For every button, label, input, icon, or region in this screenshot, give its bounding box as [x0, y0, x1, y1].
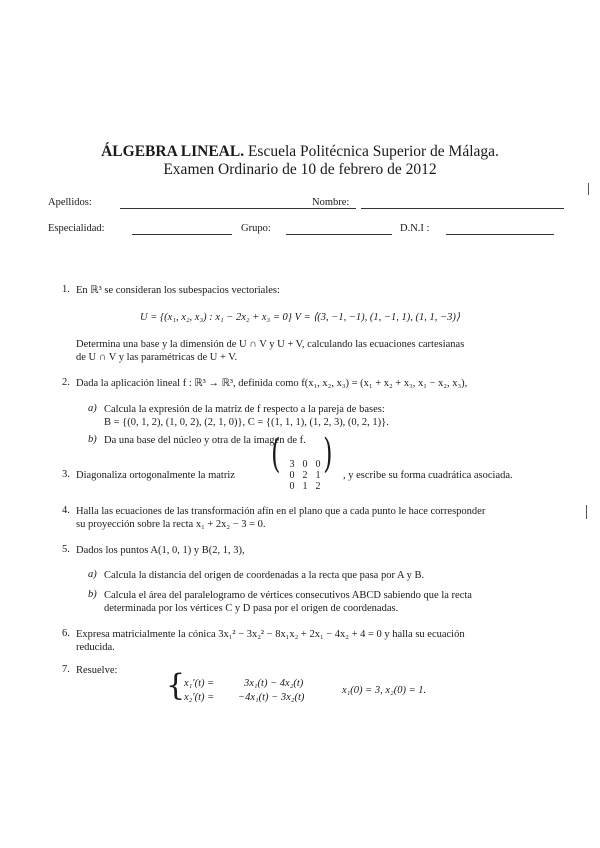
matrix-row	[286, 481, 324, 492]
matrix-cell: 0	[302, 459, 308, 470]
p7-eq2-rhs: −4x₁(t) − 3x₂(t)	[238, 692, 305, 703]
especialidad-line[interactable]	[132, 234, 232, 235]
title-bold: ÁLGEBRA LINEAL.	[101, 143, 245, 160]
matrix-cell: 3	[289, 459, 295, 470]
p6-line2: reducida.	[76, 642, 115, 653]
matrix-cell: 2	[315, 481, 321, 492]
p1-number: 1.	[62, 284, 70, 295]
p2-b-label: b)	[88, 434, 97, 445]
p6-line1: Expresa matricialmente la cónica 3x₁² − 3x₂² − 8x₁x₂ + 2x₁ − 4x₂ + 4 = 0 y halla su ecuación	[76, 629, 465, 640]
scan-mark-bottom	[586, 505, 587, 519]
p2-a-label: a)	[88, 403, 97, 414]
p2-number: 2.	[62, 377, 70, 388]
matrix-row	[286, 459, 324, 470]
system-brace: {	[166, 668, 186, 703]
p3-number: 3.	[62, 469, 70, 480]
matrix-cell: 0	[315, 459, 321, 470]
matrix-cell: 1	[302, 481, 308, 492]
p1-line3: de U ∩ V y las paramétricas de U + V.	[76, 352, 238, 363]
p6-number: 6.	[62, 628, 70, 639]
p5-b-line1: Calcula el área del paralelogramo de vértices consecutivos ABCD sabiendo que la recta	[104, 590, 472, 601]
label-grupo: Grupo:	[241, 223, 271, 234]
p5-a-label: a)	[88, 569, 97, 580]
p4-number: 4.	[62, 505, 70, 516]
p7-init: x₁(0) = 3, x₂(0) = 1.	[342, 685, 427, 696]
exam-title	[0, 143, 600, 161]
apellidos-line[interactable]	[120, 208, 356, 209]
matrix-cell: 2	[302, 470, 308, 481]
p2-line1: Dada la aplicación lineal f : ℝ³ → ℝ³, definida como f(x₁, x₂, x₃) = (x₁ + x₂ + x₃, x₁ − x₂, x₃),	[76, 378, 468, 389]
right-paren: )	[323, 431, 333, 477]
scan-mark-top	[588, 183, 589, 195]
label-apellidos: Apellidos:	[48, 197, 92, 208]
p2-a-line1: Calcula la expresión de la matriz de f respecto a la pareja de bases:	[104, 404, 385, 415]
title-rest: Escuela Politécnica Superior de Málaga.	[247, 143, 499, 160]
label-especialidad: Especialidad:	[48, 223, 105, 234]
p5-line1: Dados los puntos A(1, 0, 1) y B(2, 1, 3),	[76, 545, 245, 556]
p3-matrix	[271, 431, 338, 494]
label-dni: D.N.I :	[400, 223, 430, 234]
p2-b-line1: Da una base del núcleo y otra de la imagen de f.	[104, 435, 306, 446]
p5-b-line2: determinada por los vértices C y D pasa por el origen de coordenadas.	[104, 603, 399, 614]
p4-line1: Halla las ecuaciones de las transformación afín en el plano que a cada punto le hace corresponder	[76, 506, 486, 517]
p3-after: , y escribe su forma cuadrática asociada.	[343, 470, 513, 481]
p1-line2: Determina una base y la dimensión de U ∩ V y U + V, calculando las ecuaciones cartesianas	[76, 339, 465, 350]
p5-b-label: b)	[88, 589, 97, 600]
p7-line1: Resuelve:	[76, 665, 118, 676]
p1-formula: U = {(x₁, x₂, x₃) : x₁ − 2x₂ + x₃ = 0} V = ⟨(3, −1, −1), (1, −1, 1), (1, 1, −3)⟩	[140, 312, 460, 323]
matrix-cell: 0	[289, 470, 295, 481]
p4-line2: su proyección sobre la recta x₁ + 2x₂ − 3 = 0.	[76, 519, 266, 530]
p7-eq1-lhs: x₁′(t) =	[184, 678, 215, 689]
label-nombre: Nombre:	[312, 197, 350, 208]
p7-eq2-lhs: x₂′(t) =	[184, 692, 215, 703]
p1-line1: En ℝ³ se consideran los subespacios vectoriales:	[76, 285, 280, 296]
matrix-cell: 1	[315, 470, 321, 481]
grupo-line[interactable]	[286, 234, 392, 235]
p2-a-line2: B = {(0, 1, 2), (1, 0, 2), (2, 1, 0)}, C = {(1, 1, 1), (1, 2, 3), (0, 2, 1)}.	[104, 417, 389, 428]
matrix-row	[286, 470, 324, 481]
matrix-grid	[286, 459, 324, 492]
dni-line[interactable]	[446, 234, 554, 235]
matrix-cell: 0	[289, 481, 295, 492]
p5-number: 5.	[62, 544, 70, 555]
p7-eq1-rhs: 3x₁(t) − 4x₂(t)	[244, 678, 304, 689]
left-paren: (	[271, 431, 281, 477]
p5-a-line1: Calcula la distancia del origen de coordenadas a la recta que pasa por A y B.	[104, 570, 425, 581]
p7-number: 7.	[62, 664, 70, 675]
exam-subtitle: Examen Ordinario de 10 de febrero de 2012	[163, 161, 437, 178]
p3-before: Diagonaliza ortogonalmente la matriz	[76, 470, 235, 481]
nombre-line[interactable]	[361, 208, 564, 209]
